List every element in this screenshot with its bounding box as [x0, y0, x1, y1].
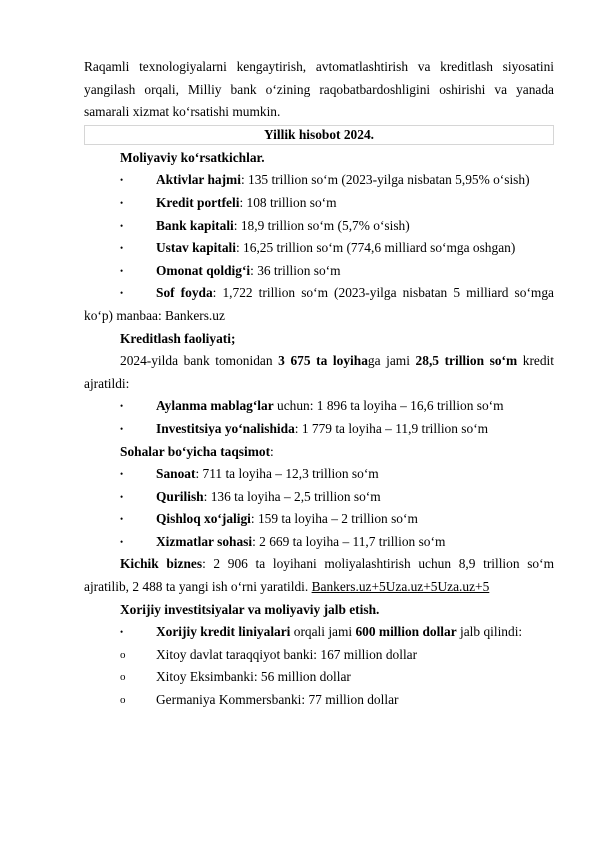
section-heading-financials: Moliyaviy ko‘rsatkichlar. — [120, 149, 265, 165]
item-label: Aktivlar hajmi — [156, 172, 241, 188]
list-item — [84, 282, 554, 327]
intro-paragraph: Raqamli texnologiyalarni kengaytirish, avtomatlashtirish va kreditlash siyosatini yangilash orqali, Milliy bank o‘zining raqobatbardoshligini oshirishi va yanada samarali xizmat ko‘rsatishi mumkin. — [84, 59, 554, 120]
financials-list — [84, 169, 554, 327]
text-run-bold: 28,5 trillion so‘m — [415, 353, 518, 369]
bullet-icon: • — [120, 197, 124, 208]
bullet-icon: • — [120, 265, 124, 276]
bullet-icon: • — [120, 469, 124, 480]
bullet-icon: • — [120, 627, 124, 638]
item-text: : 1,722 trillion so‘m (2023-yilga nisbatan 5 milliard so‘mga ko‘p) manbaa: Bankers.uz — [84, 285, 554, 323]
list-item — [84, 418, 554, 441]
list-item — [84, 486, 554, 509]
item-label: Sanoat — [156, 466, 196, 482]
table-title: Yillik hisobot 2024. — [84, 125, 554, 145]
sub-item-text: Xitoy Eksimbanki: 56 million dollar — [156, 669, 351, 685]
heading-colon: : — [270, 443, 274, 459]
item-text: : 108 trillion so‘m — [239, 194, 337, 210]
sub-list-item — [84, 689, 554, 712]
text-run: ga jami — [367, 353, 416, 369]
bullet-icon: • — [120, 423, 124, 434]
item-label: Omonat qoldig‘i — [156, 262, 251, 278]
item-label: Xizmatlar sohasi — [156, 533, 253, 549]
list-item — [84, 395, 554, 418]
bullet-icon: • — [120, 288, 124, 299]
item-text: : 159 ta loyiha – 2 trillion so‘m — [250, 511, 418, 527]
source-link[interactable]: Bankers.uz+5Uza.uz+5Uza.uz+5 — [311, 579, 490, 595]
text-run: : 2 906 ta loyihani moliyalashtirish uchun 8,9 trillion so‘m ajratilib, 2 488 ta yangi ish o‘rni yaratildi. — [84, 556, 554, 595]
item-label: Qurilish — [156, 488, 204, 504]
item-label: Xorijiy kredit liniyalari — [156, 624, 291, 640]
item-text: : 2 669 ta loyiha – 11,7 trillion so‘m — [252, 533, 446, 549]
bullet-icon: • — [120, 536, 124, 547]
bullet-icon: • — [120, 401, 124, 412]
list-item — [84, 237, 554, 260]
section-heading-foreign: Xorijiy investitsiyalar va moliyaviy jalb etish. — [120, 601, 380, 617]
item-label: Kredit portfeli — [156, 194, 240, 210]
item-text: uchun: 1 896 ta loyiha – 16,6 trillion so‘m — [273, 398, 504, 414]
sub-list-item — [84, 666, 554, 689]
item-label: Investitsiya yo‘nalishida — [156, 420, 295, 436]
list-item — [84, 508, 554, 531]
item-text: : 711 ta loyiha – 12,3 trillion so‘m — [195, 466, 379, 482]
bullet-icon: • — [120, 491, 124, 502]
sectors-list — [84, 463, 554, 553]
circle-bullet-icon: o — [120, 671, 126, 684]
item-text: : 1 779 ta loyiha – 11,9 trillion so‘m — [294, 420, 489, 436]
item-text: : 16,25 trillion so‘m (774,6 milliard so‘mga oshgan) — [235, 240, 516, 256]
text-run: kredit ajratildi: — [84, 353, 554, 391]
item-text: jalb qilindi: — [456, 624, 523, 640]
small-business-paragraph — [84, 553, 554, 598]
item-text: orqali jami — [290, 624, 356, 640]
item-label: Ustav kapitali — [156, 240, 236, 256]
item-text-bold: 600 million dollar — [355, 624, 457, 640]
list-item — [84, 463, 554, 486]
text-run: 2024-yilda bank tomonidan — [120, 353, 279, 369]
heading-text: Sohalar bo‘yicha taqsimot — [120, 443, 271, 459]
bullet-icon: • — [120, 243, 124, 254]
text-run-bold: Kichik biznes — [120, 556, 203, 572]
list-item — [84, 260, 554, 283]
item-text: : 135 trillion so‘m (2023-yilga nisbatan 5,95% o‘sish) — [240, 172, 530, 188]
item-text: : 136 ta loyiha – 2,5 trillion so‘m — [203, 488, 381, 504]
lending-paragraph — [84, 350, 554, 395]
list-item — [84, 621, 554, 644]
list-item — [84, 169, 554, 192]
list-item — [84, 215, 554, 238]
list-item — [84, 192, 554, 215]
text-run-bold: 3 675 ta loyiha — [278, 353, 368, 369]
item-label: Qishloq xo‘jaligi — [156, 511, 251, 527]
bullet-icon: • — [120, 175, 124, 186]
list-item — [84, 531, 554, 554]
bullet-icon: • — [120, 220, 124, 231]
section-heading-sectors — [84, 441, 554, 464]
item-label: Bank kapitali — [156, 217, 234, 233]
section-heading-lending: Kreditlash faoliyati; — [120, 330, 236, 346]
item-text: : 36 trillion so‘m — [250, 262, 341, 278]
item-label: Aylanma mablag‘lar — [156, 398, 274, 414]
foreign-list — [84, 621, 554, 711]
document-page — [84, 56, 554, 712]
item-label: Sof foyda — [156, 285, 213, 301]
sub-list-item — [84, 644, 554, 667]
sub-item-text: Germaniya Kommersbanki: 77 million dollar — [156, 692, 399, 708]
circle-bullet-icon: o — [120, 648, 126, 661]
bullet-icon: • — [120, 514, 124, 525]
circle-bullet-icon: o — [120, 694, 126, 707]
sub-item-text: Xitoy davlat taraqqiyot banki: 167 million dollar — [156, 646, 418, 662]
item-text: : 18,9 trillion so‘m (5,7% o‘sish) — [233, 217, 410, 233]
lending-list — [84, 395, 554, 440]
